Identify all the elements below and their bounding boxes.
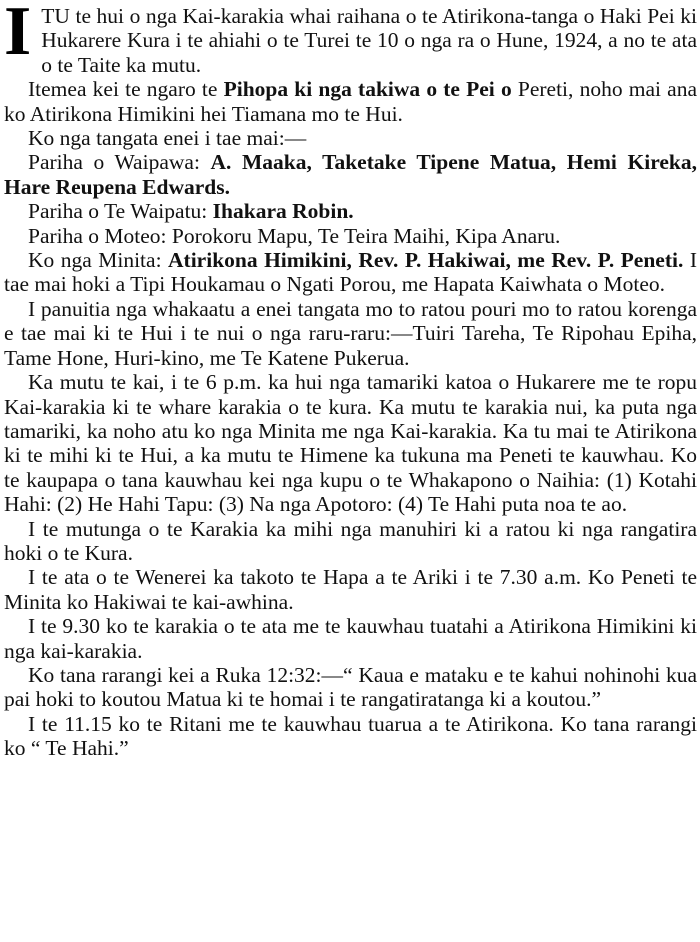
paragraph-te-waipatu: Pariha o Te Waipatu: Ihakara Robin.	[28, 199, 354, 224]
paragraph-morning-prayer: I te 9.30 ko te karakia o te ata me te kauwhau tuatahi a Atirikona Himikini ki nga kai-karakia.	[4, 614, 697, 663]
opening-text: TU te hui o nga Kai-karakia whai raihana o te Atirikona-tanga o Haki Pei ki Hukarere Kura i te ahiahi o te Turei te 10 o nga ra o Hune, 1924, a no te ata o te Taite ka mutu.	[41, 4, 697, 77]
opening-paragraph	[4, 0, 697, 77]
paragraph-chairman: Itemea kei te ngaro te Pihopa ki nga takiwa o te Pei o Pereti, noho mai ana ko Atirikona Himikini hei Tiamana mo te Hui.	[4, 77, 697, 126]
paragraph-litany: I te 11.15 ko te Ritani me te kauwhau tuarua a te Atirikona. Ko tana rarangi ko “ Te Hahi.”	[4, 711, 697, 761]
drop-cap: I	[4, 0, 32, 70]
paragraph-evening-service: Ka mutu te kai, i te 6 p.m. ka hui nga tamariki katoa o Hukarere me te ropu Kai-karakia ki te whare karakia o te kura. Ka mutu te karakia nui, ka puta nga tamariki, ka noho atu ko nga Minita me nga Kai-karakia. Ka tu mai te Atirikona ki te mihi ki te Hui, a ka mutu te Himene ka tukuna ma Peneti te kauwhau. Ko te kaupapa o tana kauwhau kei nga kupu o te Whakapono o Naihia: (1) Kotahi Hahi: (2) He Hahi Tapu: (3) Na nga Apotoro: (4) Te Hahi puta noa te ao.	[4, 370, 697, 517]
paragraph-waipawa: Pariha o Waipawa: A. Maaka, Taketake Tipene Matua, Hemi Kireka, Hare Reupena Edwards.	[4, 150, 697, 199]
paragraph-communion: I te ata o te Wenerei ka takoto te Hapa a te Ariki i te 7.30 a.m. Ko Peneti te Minita ko Hakiwai te kai-awhina.	[4, 565, 697, 614]
paragraph-text-ruka: Ko tana rarangi kei a Ruka 12:32:—“ Kaua e mataku e te kahui nohinohi kua pai hoki to koutou Matua ki te homai i te rangatiratanga ki a koutou.”	[4, 662, 697, 712]
paragraph-moteo: Pariha o Moteo: Porokoru Mapu, Te Teira Maihi, Kipa Anaru.	[28, 223, 561, 248]
paragraph-thanks: I te mutunga o te Karakia ka mihi nga manuhiri ki a ratou ki nga rangatira hoki o te Kura.	[4, 516, 697, 565]
paragraph-apologies: I panuitia nga whakaatu a enei tangata mo to ratou pouri mo to ratou korenga e tae mai ki te Hui i te nui o nga raru-raru:—Tuiri Tareha, Te Ripohau Epiha, Tame Hone, Huri-kino, me Te Katene Pukerua.	[4, 296, 697, 370]
paragraph-ministers: Ko nga Minita: Atirikona Himikini, Rev. P. Hakiwai, me Rev. P. Peneti. I tae mai hoki a Tipi Houkamau o Ngati Porou, me Hapata Kaiwhata o Moteo.	[4, 248, 697, 297]
paragraph-attendees-intro: Ko nga tangata enei i tae mai:—	[28, 126, 307, 151]
